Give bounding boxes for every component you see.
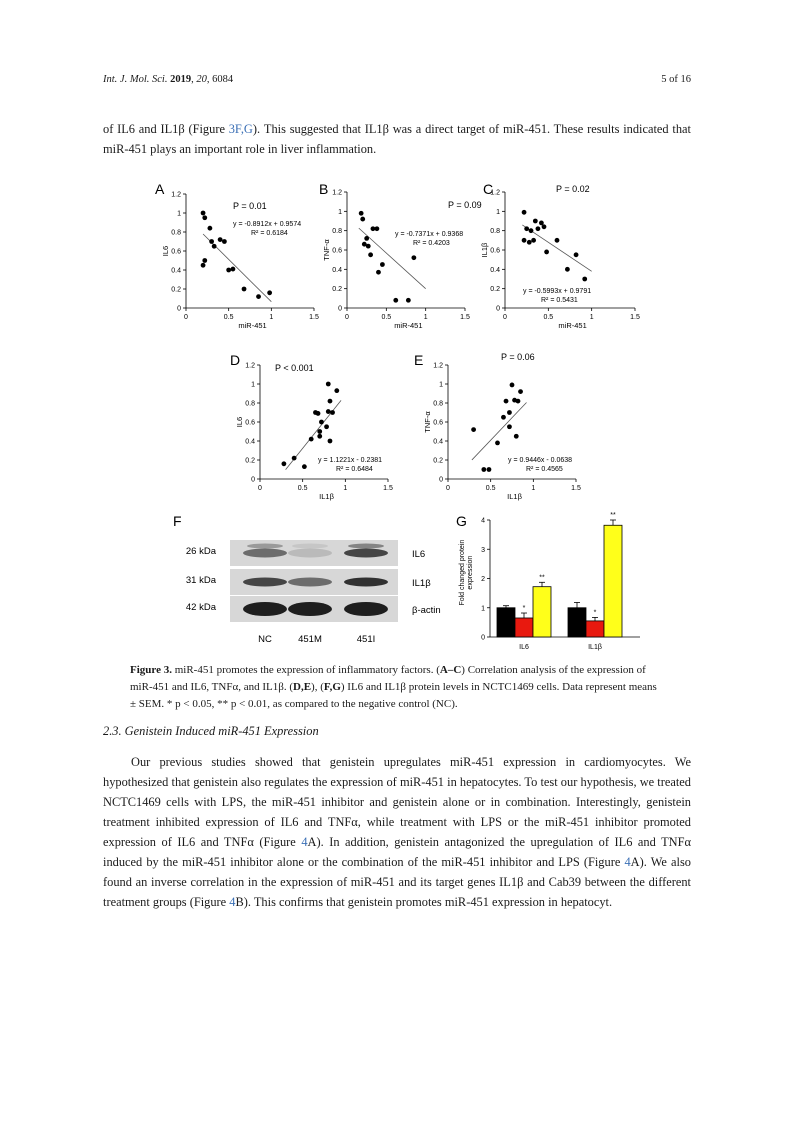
regression-line xyxy=(472,403,527,460)
data-point xyxy=(218,237,223,242)
x-axis-label: IL1β xyxy=(319,492,334,501)
y-tick-label: 1 xyxy=(338,208,342,216)
y-axis-label: IL6 xyxy=(235,416,244,428)
y-tick-label: 0.8 xyxy=(433,400,443,408)
x-tick-label: 0.5 xyxy=(223,314,234,321)
x-tick-label: 1.5 xyxy=(571,485,581,492)
x-tick-label: 0 xyxy=(503,314,507,321)
panel-label: G xyxy=(456,513,467,529)
regression-equation: y = 1.1221x - 0.2381 xyxy=(318,457,383,464)
y-tick-label: 0.8 xyxy=(490,228,500,236)
data-point xyxy=(359,211,364,216)
y-tick-label: 0.4 xyxy=(171,267,181,275)
data-point xyxy=(522,210,527,215)
data-point xyxy=(222,239,227,244)
data-point xyxy=(326,382,331,387)
band-label: β-actin xyxy=(412,605,441,616)
significance-mark: ** xyxy=(610,512,616,519)
y-axis-label: TNF-α xyxy=(423,411,432,433)
y-tick-label: 1 xyxy=(439,381,443,389)
x-axis-label: miR-451 xyxy=(558,321,587,330)
figure-link[interactable]: 4 xyxy=(624,855,631,869)
data-point xyxy=(527,240,532,245)
data-point xyxy=(516,399,521,404)
y-tick-label: 0.6 xyxy=(433,419,443,427)
y-tick-label: 0.4 xyxy=(245,438,255,446)
y-tick-label: 0.8 xyxy=(332,228,342,236)
r-squared: R² = 0.5431 xyxy=(541,297,578,304)
protein-band xyxy=(348,544,384,549)
data-point xyxy=(536,226,541,231)
data-point xyxy=(330,410,335,415)
y-axis-label: Fold changed protein xyxy=(459,539,466,606)
data-point xyxy=(360,217,365,222)
y-tick-label: 0.2 xyxy=(171,286,181,294)
panel-label: E xyxy=(414,352,424,368)
data-point xyxy=(501,415,506,420)
data-point xyxy=(201,211,206,216)
y-tick-label: 0 xyxy=(177,305,181,313)
protein-band xyxy=(243,549,287,558)
bar xyxy=(515,618,533,637)
data-point xyxy=(544,250,549,255)
data-point xyxy=(507,424,512,429)
p-value: P = 0.01 xyxy=(233,201,267,211)
data-point xyxy=(281,461,286,466)
y-tick-label: 0 xyxy=(481,634,485,642)
journal-year: 2019 xyxy=(170,74,192,85)
bar xyxy=(497,608,515,637)
y-tick-label: 0.2 xyxy=(490,286,500,294)
r-squared: R² = 0.4565 xyxy=(526,466,563,473)
x-axis-label: miR-451 xyxy=(394,321,423,330)
y-tick-label: 0.8 xyxy=(171,229,181,237)
protein-band xyxy=(243,578,287,587)
data-point xyxy=(202,215,207,220)
data-point xyxy=(328,399,333,404)
band-label: IL6 xyxy=(412,549,426,560)
x-tick-label: 0 xyxy=(258,485,262,492)
data-point xyxy=(334,388,339,393)
data-point xyxy=(411,255,416,260)
data-point xyxy=(212,244,217,249)
data-point xyxy=(267,290,272,295)
protein-band xyxy=(344,578,388,587)
data-point xyxy=(380,262,385,267)
protein-band xyxy=(288,549,332,558)
page-header: Int. J. Mol. Sci. 2019, 20, 6084 5 of 16 xyxy=(103,74,691,85)
data-point xyxy=(364,236,369,241)
data-point xyxy=(226,268,231,273)
band-label: IL1β xyxy=(412,578,431,589)
data-point xyxy=(565,267,570,272)
y-tick-label: 1.2 xyxy=(490,189,500,197)
data-point xyxy=(487,467,492,472)
data-point xyxy=(328,439,333,444)
panel-label: C xyxy=(483,181,494,197)
y-tick-label: 3 xyxy=(481,546,485,554)
protein-band xyxy=(288,602,332,616)
data-point xyxy=(256,294,261,299)
y-axis-label: IL1β xyxy=(480,242,489,258)
kda-marker: 31 kDa xyxy=(185,575,216,586)
data-point xyxy=(302,464,307,469)
regression-equation: y = -0.7371x + 0.9368 xyxy=(395,231,464,238)
paragraph-genistein: Our previous studies showed that genistein upregulates miR-451 expression in cardiomyocytes. We hypothesized that genistein also regulates the expression of miR-451 in hepatocytes. To test our hypothesis, we treated NCTC1469 cells with LPS, the miR-451 inhibitor and genistein alone or in combination. Interestingly, genistein treatment inhibited expression of IL6 and TNFα, while treatment with LPS or the miR-451 inhibitor promoted expression of IL6 and TNFα (Figure 4A). In addition, genistein antagonized the upregulation of IL6 and TNFα induced by the miR-451 inhibitor alone or the combination of the miR-451 inhibitor and LPS (Figure 4A). We also found an inverse correlation in the expression of miR-451 and its target genes IL1β and Cab39 between the different treatment groups (Figure 4B). This confirms that genistein promotes miR-451 expression in hepatocyt. xyxy=(103,755,691,909)
bar-chart-g xyxy=(456,512,640,651)
data-point xyxy=(504,399,509,404)
bar xyxy=(586,621,604,637)
protein-band xyxy=(288,578,332,587)
x-tick-label: 0.5 xyxy=(381,314,392,321)
data-point xyxy=(316,411,321,416)
regression-equation: y = 0.9446x - 0.0638 xyxy=(508,457,573,464)
y-tick-label: 0 xyxy=(251,476,255,484)
x-tick-label: IL1β xyxy=(588,644,602,651)
protein-band xyxy=(292,544,328,549)
lane-label: NC xyxy=(258,634,272,645)
paragraph-intro: of IL6 and IL1β (Figure 3F,G). This suggested that IL1β was a direct target of miR-451. These results indicated that miR-451 plays an important role in liver inflammation. xyxy=(103,122,691,156)
x-tick-label: 0.5 xyxy=(485,485,496,492)
scatter-panel-d xyxy=(230,352,393,501)
y-tick-label: 0 xyxy=(496,305,500,313)
r-squared: R² = 0.6484 xyxy=(336,466,373,473)
y-tick-label: 0.2 xyxy=(433,457,443,465)
y-tick-label: 0 xyxy=(439,476,443,484)
regression-equation: y = -0.5993x + 0.9791 xyxy=(523,288,592,295)
y-tick-label: 1.2 xyxy=(171,191,181,199)
data-point xyxy=(507,410,512,415)
y-tick-label: 0.4 xyxy=(433,438,443,446)
scatter-panel-b xyxy=(319,181,482,330)
lane-label: 451M xyxy=(298,634,322,645)
p-value: P = 0.02 xyxy=(556,184,590,194)
data-point xyxy=(292,456,297,461)
y-tick-label: 1 xyxy=(251,381,255,389)
journal-name: Int. J. Mol. Sci. xyxy=(103,74,168,85)
data-point xyxy=(209,239,214,244)
x-axis-label: IL1β xyxy=(507,492,522,501)
figure-link[interactable]: 4 xyxy=(229,895,236,909)
data-point xyxy=(531,238,536,243)
data-point xyxy=(514,434,519,439)
data-point xyxy=(231,267,236,272)
y-tick-label: 0.6 xyxy=(490,247,500,255)
lane-label: 451I xyxy=(356,634,376,645)
data-point xyxy=(319,420,324,425)
y-tick-label: 1 xyxy=(496,208,500,216)
data-point xyxy=(510,383,515,388)
y-tick-label: 1.2 xyxy=(433,362,443,370)
panel-label: D xyxy=(230,352,241,368)
x-tick-label: 1 xyxy=(269,314,274,321)
y-tick-label: 0.4 xyxy=(490,266,500,274)
p-value: P < 0.001 xyxy=(275,363,314,373)
x-tick-label: 1 xyxy=(423,314,428,321)
article-number: 6084 xyxy=(212,74,234,85)
data-point xyxy=(368,252,373,257)
data-point xyxy=(317,429,322,434)
data-point xyxy=(242,287,247,292)
protein-band xyxy=(344,549,388,558)
data-point xyxy=(582,277,587,282)
y-tick-label: 0.6 xyxy=(171,248,181,256)
panel-label: B xyxy=(319,181,329,197)
x-tick-label: 0 xyxy=(446,485,450,492)
significance-mark: * xyxy=(593,609,597,617)
significance-mark: ** xyxy=(539,574,545,582)
data-point xyxy=(374,226,379,231)
x-tick-label: 0.5 xyxy=(297,485,308,492)
regression-equation: y = -0.8912x + 0.9574 xyxy=(233,221,302,228)
x-axis-label: miR-451 xyxy=(238,321,267,330)
data-point xyxy=(542,224,547,229)
x-tick-label: 1 xyxy=(343,485,348,492)
protein-band xyxy=(243,602,287,616)
data-point xyxy=(201,263,206,268)
western-blot-panel xyxy=(173,513,441,645)
data-point xyxy=(555,238,560,243)
panel-label: A xyxy=(155,181,165,197)
data-point xyxy=(574,252,579,257)
data-point xyxy=(533,219,538,224)
bar xyxy=(604,525,622,637)
scatter-panel-c xyxy=(480,181,640,330)
panel-label: F xyxy=(173,513,182,529)
data-point xyxy=(495,441,500,446)
y-tick-label: 0.4 xyxy=(332,266,342,274)
data-point xyxy=(324,424,329,429)
data-point xyxy=(518,389,523,394)
y-tick-label: 1.2 xyxy=(332,189,342,197)
y-tick-label: 1.2 xyxy=(245,362,255,370)
scatter-panel-a xyxy=(155,181,319,330)
significance-mark: * xyxy=(522,605,526,613)
protein-band xyxy=(247,544,283,549)
y-axis-label: TNF-α xyxy=(322,239,331,261)
data-point xyxy=(522,238,527,243)
y-tick-label: 4 xyxy=(481,517,485,525)
figure-link[interactable]: 3F,G xyxy=(228,122,253,136)
figure-3-graphics xyxy=(103,172,691,652)
p-value: P = 0.09 xyxy=(448,200,482,210)
y-tick-label: 0.8 xyxy=(245,400,255,408)
data-point xyxy=(524,226,529,231)
data-point xyxy=(309,437,314,442)
y-tick-label: 2 xyxy=(481,576,485,583)
x-tick-label: 0 xyxy=(184,314,188,321)
x-tick-label: 0 xyxy=(345,314,349,321)
figure-3 xyxy=(103,172,691,652)
x-tick-label: 1 xyxy=(589,314,594,321)
protein-band xyxy=(344,602,388,616)
x-tick-label: 1 xyxy=(531,485,536,492)
x-tick-label: IL6 xyxy=(519,644,529,651)
y-tick-label: 0.2 xyxy=(245,457,255,465)
y-tick-label: 0.2 xyxy=(332,286,342,294)
x-tick-label: 1.5 xyxy=(383,485,393,492)
x-tick-label: 1.5 xyxy=(460,314,470,321)
data-point xyxy=(376,270,381,275)
figure-caption: Figure 3. miR-451 promotes the expression of inflammatory factors. (A–C) Correlation analysis of the expression of miR-451 and IL6, TNFα, and IL1β. (D,E), (F,G) IL6 and IL1β protein levels in NCTC1469 cells. Data represent means ± SEM. * p < 0.05, ** p < 0.01, as compared to the negative control (NC). xyxy=(130,664,657,710)
page-number: 5 of 16 xyxy=(661,74,691,85)
r-squared: R² = 0.4203 xyxy=(413,240,450,247)
data-point xyxy=(393,298,398,303)
x-tick-label: 1.5 xyxy=(309,314,319,321)
bar xyxy=(533,587,551,637)
y-axis-label: expression xyxy=(467,555,474,590)
data-point xyxy=(317,434,322,439)
x-tick-label: 0.5 xyxy=(543,314,554,321)
journal-volume: 20 xyxy=(196,74,207,85)
data-point xyxy=(202,258,207,263)
y-tick-label: 1 xyxy=(481,605,485,613)
figure-link[interactable]: 4 xyxy=(301,835,308,849)
kda-marker: 26 kDa xyxy=(185,546,216,557)
r-squared: R² = 0.6184 xyxy=(251,230,288,237)
data-point xyxy=(471,427,476,432)
y-tick-label: 0 xyxy=(338,305,342,313)
data-point xyxy=(366,244,371,249)
y-tick-label: 0.6 xyxy=(245,419,255,427)
scatter-panel-e xyxy=(414,352,581,501)
data-point xyxy=(529,228,534,233)
kda-marker: 42 kDa xyxy=(185,602,216,613)
x-tick-label: 1.5 xyxy=(630,314,640,321)
data-point xyxy=(326,409,331,414)
data-point xyxy=(207,226,212,231)
bar xyxy=(568,608,586,637)
data-point xyxy=(406,298,411,303)
data-point xyxy=(481,467,486,472)
section-heading: 2.3. Genistein Induced miR-451 Expression xyxy=(103,724,319,738)
y-axis-label: IL6 xyxy=(161,245,170,257)
p-value: P = 0.06 xyxy=(501,352,535,362)
y-tick-label: 0.6 xyxy=(332,247,342,255)
y-tick-label: 1 xyxy=(177,210,181,218)
